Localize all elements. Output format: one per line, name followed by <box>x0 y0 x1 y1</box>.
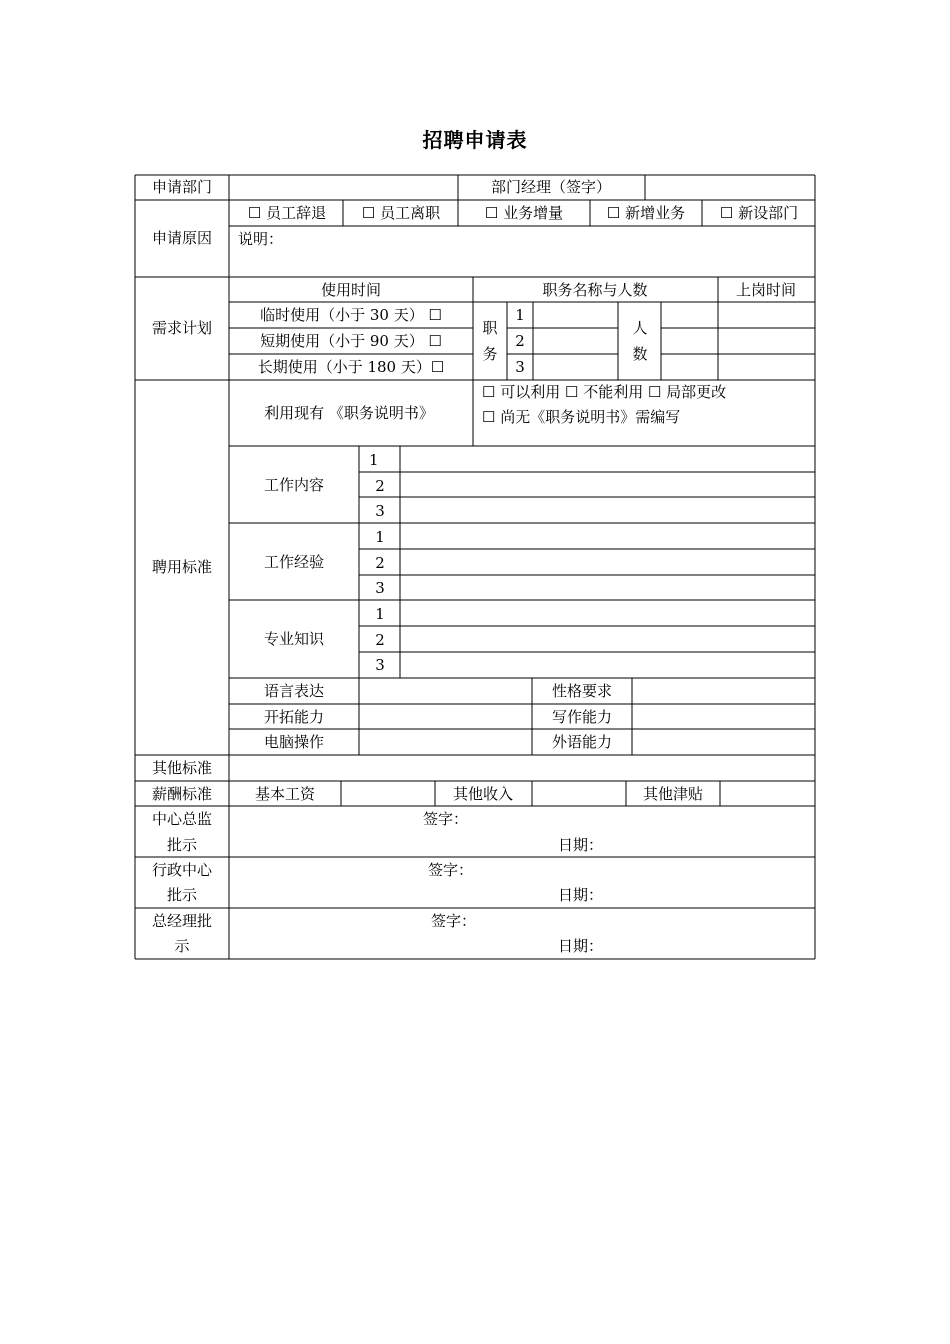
approval-label-line2: 批示 <box>166 886 198 904</box>
reason-checkbox-new-department[interactable]: ☐ 新设部门 <box>719 204 799 222</box>
head-count-label: 人 数 <box>632 319 648 363</box>
professional-knowledge-number: 2 <box>375 631 385 649</box>
reason-checkbox-business-growth[interactable]: ☐ 业务增量 <box>484 204 564 222</box>
demand-plan-label: 需求计划 <box>151 319 213 337</box>
dept-manager-sign-label: 部门经理（签字） <box>490 178 612 196</box>
jd-usage-options[interactable]: ☐ 可以利用 ☐ 不能利用 ☐ 局部更改 <box>482 383 727 401</box>
work-content-label: 工作内容 <box>263 476 325 494</box>
job-description-label: 利用现有 《职务说明书》 <box>264 404 434 422</box>
reason-checkbox-dismissal[interactable]: ☐ 员工辞退 <box>247 204 327 222</box>
approval-sign-label: 签字： <box>423 810 469 828</box>
skill-label-writing: 写作能力 <box>551 708 613 726</box>
work-content-number: 2 <box>375 477 385 495</box>
approval-label-line1: 行政中心 <box>151 861 213 879</box>
approval-label-line2: 批示 <box>166 836 198 854</box>
work-content-number: 1 <box>369 451 379 469</box>
work-content-number: 3 <box>375 502 385 520</box>
usage-long-term-checkbox[interactable]: 长期使用（小于 180 天）☐ <box>257 358 445 376</box>
other-allowance-label: 其他津贴 <box>642 785 704 803</box>
apply-reason-label: 申请原因 <box>151 229 213 247</box>
reason-checkbox-new-business[interactable]: ☐ 新增业务 <box>606 204 686 222</box>
salary-standard-label: 薪酬标准 <box>151 785 213 803</box>
onboard-time-header: 上岗时间 <box>735 281 797 299</box>
position-label: 职 务 <box>482 319 498 363</box>
work-experience-number: 1 <box>375 528 385 546</box>
other-standard-label: 其他标准 <box>151 759 213 777</box>
usage-short-term-checkbox[interactable]: 短期使用（小于 90 天） ☐ <box>260 332 442 350</box>
professional-knowledge-label: 专业知识 <box>263 630 325 648</box>
professional-knowledge-number: 3 <box>375 656 385 674</box>
approval-date-label: 日期： <box>558 937 604 955</box>
approval-sign-label: 签字： <box>431 912 477 930</box>
approval-date-label: 日期： <box>558 836 604 854</box>
approval-label-line1: 中心总监 <box>151 810 213 828</box>
approval-label-line1: 总经理批 <box>151 912 213 930</box>
form-title: 招聘申请表 <box>422 128 528 152</box>
skill-label-personality: 性格要求 <box>551 682 613 700</box>
reason-checkbox-resignation[interactable]: ☐ 员工离职 <box>361 204 441 222</box>
skill-label-language: 语言表达 <box>263 682 325 700</box>
approval-sign-label: 签字： <box>428 861 474 879</box>
position-header: 职务名称与人数 <box>542 281 648 299</box>
work-experience-number: 2 <box>375 554 385 572</box>
position-number: 1 <box>515 306 525 324</box>
apply-dept-label: 申请部门 <box>151 178 213 196</box>
use-time-header: 使用时间 <box>320 281 382 299</box>
reason-note-label: 说明： <box>238 230 284 248</box>
approval-date-label: 日期： <box>558 886 604 904</box>
usage-temporary-checkbox[interactable]: 临时使用（小于 30 天） ☐ <box>260 306 442 324</box>
work-experience-number: 3 <box>375 579 385 597</box>
base-salary-label: 基本工资 <box>254 785 316 803</box>
position-number: 3 <box>515 358 525 376</box>
position-number: 2 <box>515 332 525 350</box>
approval-label-line2: 示 <box>174 937 190 955</box>
hiring-standard-label: 聘用标准 <box>151 558 213 576</box>
skill-label-foreign-language: 外语能力 <box>551 733 613 751</box>
skill-label-computer: 电脑操作 <box>263 733 325 751</box>
professional-knowledge-number: 1 <box>375 605 385 623</box>
other-income-label: 其他收入 <box>452 785 514 803</box>
work-experience-label: 工作经验 <box>263 553 325 571</box>
jd-missing-option[interactable]: ☐ 尚无《职务说明书》需编写 <box>482 408 681 426</box>
skill-label-development: 开拓能力 <box>263 708 325 726</box>
